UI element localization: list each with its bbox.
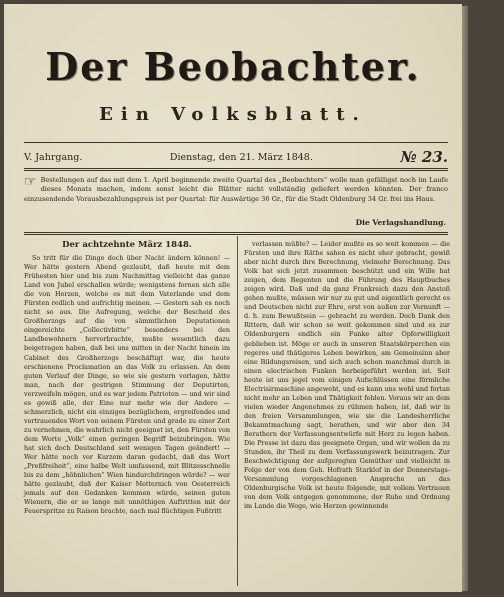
article-column-left (24, 240, 230, 516)
subscription-notice (24, 176, 448, 204)
article-text-right: verlassen müßte? — Leider mußte es so weit kommen — die Fürsten und ihre Räthe sahen es nicht eher gebracht, gewiß aber nicht durch ihre Berechnung, vielmehr Berechnung. Das Volk hat sich jetzt zusammen beschützt und ein Wille hat zeigen, dem Regenten und die Führung des Hauptbuches zeigen wird. Daß und da ganz Frankreich dazu den Anstoß gehen mußte, müssen wir nur zu gut und eigentlich gerecht es und Deutschen nicht zur Ehre, erst von außen zur Vernunft — d. h. zum Bewußtsein — gebracht zu werden. Doch Dank den Rittern, daß wir schon so weit gekommen sind und es zur Oldenburgern endlich ein Funke alter Opferwilligkeit geblieben ist. Möge er auch in unseren Staatskörperchen ein regeres und thätigeres Leben bewirken, am Gemeinsinn aber eine Bildungsreisen, und sich auch schon manchmal durch in einen electrischen Funken herbeigeführt werden ist. Seit heute ist uns jegel vom einigen Aufschlüssen eine förmliche Electrisirmaschine angeweht, und es kann uns wohl und fortan nicht mehr an Leben und Thätigkeit fehlen. Voraus wir an dem vielen wieder Angenehmes zu rühmen haben, ist, daß wir in den freien Versammlungen, wie sie die Landesherrliche Bekanntmachung sagt, berathen, und wir aber den 34 Berathern der Verfassungsentwürfe mit Herz zu legen haben. Die Presse ist dazu das geeignete Organ, und wir wollen da zu Stunden, ihr Theil zu dem Verfassungswerk beizutragen. Zur Beschwichtigung der aufgeregten Gemüther und vielleicht in Folge der von dem Geh. Hofrath Starklof in der Donnerstags-Versammlung vorgeschlagenen Ansprache an das Oldenburgische Volk ist heute folgende, mit vollem Vertrauen von dem Volk entgegen genommene, der Ruhe und Ordnung im Lande die Wege, wie Herzen gewinnende (244, 240, 450, 511)
masthead-subtitle: Ein Volksblatt. (99, 104, 367, 125)
dateline (24, 148, 448, 166)
rule-notice (24, 232, 448, 235)
rule-top (24, 142, 448, 143)
article-heading: Der achtzehnte März 1848. (62, 240, 192, 250)
notice-text: Bestellungen auf das mit dem 1. April beginnende zweite Quartal des „Beobachters“ wolle man gefälligst noch im Laufe dieses Monats machen, indem sonst leicht die Blätter nicht vollständig geliefert werden könnten. Der franco einzusendende Vorausbezahlungspreis ist per Quartal: für Auswärtige 36 Gr., für die Stadt Oldenburg 34 Gr. frei ins Haus. (24, 176, 448, 203)
column-divider (237, 236, 238, 586)
issue-number: № 23. (400, 148, 448, 166)
volume-label: V. Jahrgang. (24, 151, 83, 163)
article-text-left: So tritt für die Dinge doch über Nacht ändern können! — Wer hätte gestern Abend gezlaubt, daß heute mit dem Frühesten hier und bis zum Nachmittag vielleicht das ganze Land von Jubel erschallen würde; wenigstens fornen sich alle die von Herzen, welche es mit dem Vaterlande und dem Fürsten redlich und aufrichtig meinen. — Gestern sah es noch nicht so aus. Die Aufregung, welche der Bescheid des Großherzogs auf die von sämmtlichen Deputationen eingereichte „Collectivbitte“ besonders bei den Landbewohnern hervorbrachte, mußte wesentlich dazu beigetragen haben, daß bei uns mitten in der Nacht hinein im Cabinet des Großherzogs beschäftigt war, die heute erschienene Proclamation an das Volk zu erlassen. An dem guten Verlauf der Dinge, so wie sie gestern vorlagen, hätte man, nach der gestrigen Stimmung der Deputirten, verzweifeln mögen, und es war jedem Patrioten — und wir sind es gewiß alle, der Eine nur mehr wie der Andere — schmerzlich, nicht ein einziges bezüglichem, ergreifendes und vertrauendes Wort von seinem Fürsten und grade zu einer Zeit zu vernehmen, die wahrlich nicht geeignet ist, den Fürsten von dem Worte „Volk“ einen geringen Begriff beizubringen. Wie hat sich doch Deutschland seit wenigen Tagen geändert! — Wer hätte noch vor Kurzem daran gedacht, daß das Wort „Preßfreiheit“, eine halbe Welt umfassend, mit Blitzesschnelle bis zu dem „höhnlichen“ Wien hindurchdringen würde? — wer hätte gezlaubt, daß der Kaiser Metternich von Oesterreich jemals auf den Gedanken kommen würde, seinen guten Wienern, die er so lange mit unnöthigen Auftritten mit der Feuerspritze zu Raison brachte, nach mal flüchtigen Fußtritt (24, 254, 230, 516)
masthead-title: Der Beobachter. (45, 44, 421, 89)
newspaper-page (4, 4, 462, 592)
issue-date: Dienstag, den 21. März 1848. (169, 151, 313, 163)
rule-dateline (24, 168, 448, 171)
article-column-right (244, 240, 450, 511)
notice-signature: Die Verlagshandlung. (355, 218, 446, 227)
pointing-hand-icon: ☞ (24, 174, 37, 190)
